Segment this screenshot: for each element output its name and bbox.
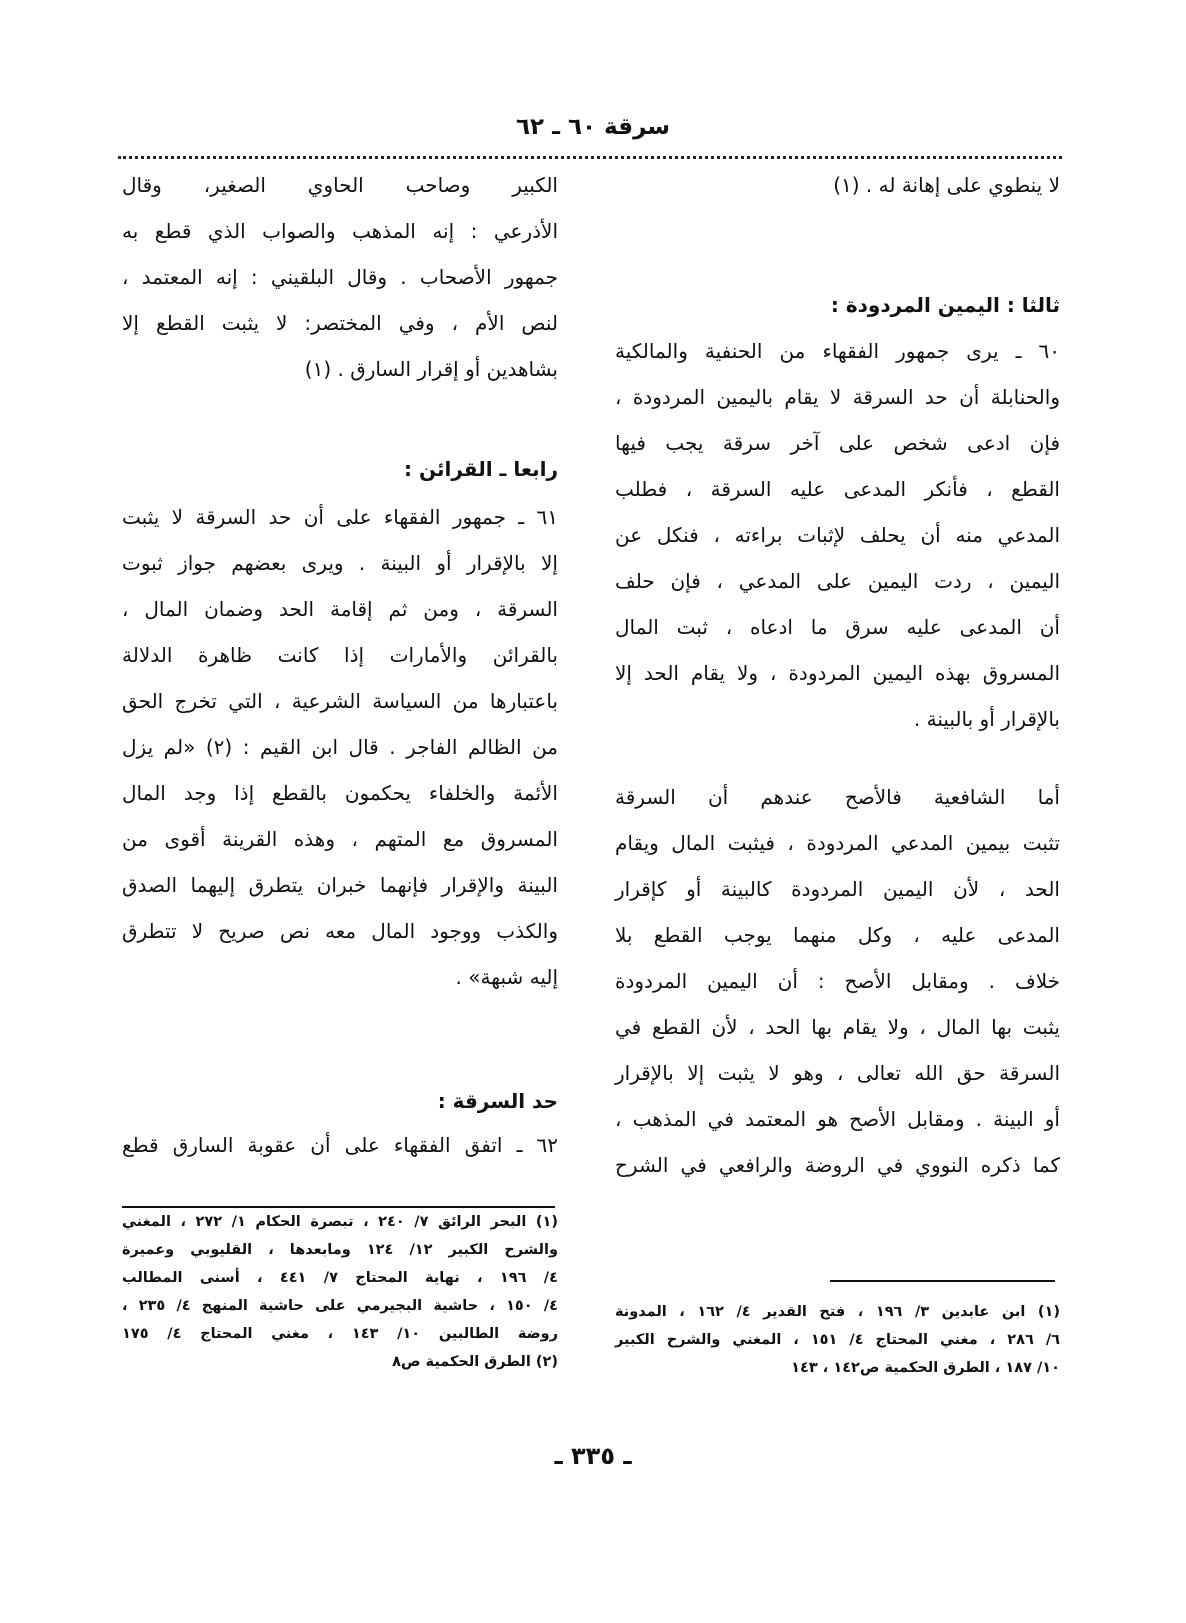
- text-line: والحنابلة أن حد السرقة لا يقام باليمين المردودة ،: [615, 385, 1060, 409]
- right-footnotes: [615, 1298, 1060, 1382]
- text-line: اليمين ، ردت اليمين على المدعي ، فإن حلف: [615, 569, 1060, 593]
- text-line: جمهور الأصحاب . وقال البلقيني : إنه المعتمد ،: [122, 265, 558, 289]
- text-line: (١) البحر الرائق ٧/ ٢٤٠ ، تبصرة الحكام ١/ ٢٧٢ ، المغني: [122, 1214, 558, 1230]
- text-line: ١٠/ ١٨٧ ، الطرق الحكمية ص١٤٢ ، ١٤٣: [791, 1360, 1060, 1376]
- text-line: أو البينة . ومقابل الأصح هو المعتمد في المذهب ،: [615, 1107, 1060, 1131]
- text-line: لا ينطوي على إهانة له . (١): [833, 173, 1060, 197]
- text-line: المدعى عليه ، وكل منهما يوجب القطع بلا: [615, 923, 1060, 947]
- text-line: الحد ، لأن اليمين المردودة كالبينة أو كإقرار: [615, 877, 1060, 901]
- text-line: بشاهدين أو إقرار السارق . (١): [304, 357, 558, 381]
- text-line: الأذرعي : إنه المذهب والصواب الذي قطع به: [122, 219, 558, 243]
- text-line: ٤/ ١٥٠ ، حاشية البجيرمي على حاشية المنهج ٤/ ٢٣٥ ،: [122, 1298, 558, 1314]
- text-line: تثبت بيمين المدعي المردودة ، فيثبت المال ويقام: [615, 831, 1060, 855]
- heading-hadd: [122, 1078, 558, 1124]
- text-line: أن المدعى عليه سرق ما ادعاه ، ثبت المال: [615, 615, 1060, 639]
- text-line: المدعي منه أن يحلف لإثبات براءته ، فنكل عن: [615, 523, 1060, 547]
- text-line: (٢) الطرق الحكمية ص٨: [392, 1354, 558, 1370]
- paragraph-shafii: [615, 774, 1060, 1188]
- text-line: (١) ابن عابدين ٣/ ١٩٦ ، فتح القدير ٤/ ١٦٢ ، المدونة: [615, 1304, 1060, 1320]
- text-line: كما ذكره النووي في الروضة والرافعي في الشرح: [615, 1153, 1060, 1177]
- page-number: ـ ٣٣٥ ـ: [554, 1442, 632, 1470]
- header-dotted-rule: [118, 156, 1062, 159]
- heading-third: [615, 282, 1060, 328]
- paragraph-61: [122, 494, 558, 1000]
- text-line: البينة والإقرار فإنهما خبران يتطرق إليهما الصدق: [122, 873, 558, 897]
- text-line: ٦٠ ـ يرى جمهور الفقهاء من الحنفية والمالكية: [615, 339, 1060, 363]
- text-line: المسروق بهذه اليمين المردودة ، ولا يقام الحد إلا: [615, 661, 1060, 685]
- paragraph-62: [122, 1122, 558, 1168]
- text-line: بالإقرار أو بالبينة .: [913, 707, 1060, 731]
- text-line: روضة الطالبين ١٠/ ١٤٣ ، مغني المحتاج ٤/ ١٧٥: [122, 1326, 558, 1342]
- text-line: بالقرائن والأمارات إذا كانت ظاهرة الدلالة: [122, 643, 558, 667]
- text-line: القطع ، فأنكر المدعى عليه السرقة ، فطلب: [615, 477, 1060, 501]
- text-line: إليه شبهة» .: [455, 965, 558, 989]
- text-line: الكبير وصاحب الحاوي الصغير، وقال: [122, 173, 558, 197]
- text-line: ٦/ ٢٨٦ ، مغني المحتاج ٤/ ١٥١ ، المغني والشرح الكبير: [615, 1332, 1060, 1348]
- text-line: الأئمة والخلفاء يحكمون بالقطع إذا وجد المال: [122, 781, 558, 805]
- text-line: فإن ادعى شخص على آخر سرقة يجب فيها: [615, 431, 1060, 455]
- text-line: المسروق مع المتهم ، وهذه القرينة أقوى من: [122, 827, 558, 851]
- text-line: والكذب ووجود المال معه نص صريح لا تتطرق: [122, 919, 558, 943]
- text-line: باعتبارها من السياسة الشرعية ، التي تخرج الحق: [122, 689, 558, 713]
- text-line: يثبت بها المال ، ولا يقام بها الحد ، لأن القطع في: [615, 1015, 1060, 1039]
- section-heading: حد السرقة :: [437, 1089, 558, 1113]
- text-line: والشرح الكبير ١٢/ ١٢٤ ومابعدها ، القليوبي وعميرة: [122, 1242, 558, 1258]
- section-heading: ثالثا : اليمين المردودة :: [830, 293, 1060, 317]
- footnote-rule: [830, 1280, 1055, 1282]
- text-line: ٦١ ـ جمهور الفقهاء على أن حد السرقة لا يثبت: [122, 505, 558, 529]
- text-line: السرقة حق الله تعالى ، وهو لا يثبت إلا بالإقرار: [615, 1061, 1060, 1085]
- heading-fourth: [122, 446, 558, 492]
- text-line: لنص الأم ، وفي المختصر: لا يثبت القطع إلا: [122, 311, 558, 335]
- text-line: من الظالم الفاجر . قال ابن القيم : (٢) «لم يزل: [122, 735, 558, 759]
- right-intro: [615, 162, 1060, 208]
- text-line: خلاف . ومقابل الأصح : أن اليمين المردودة: [615, 969, 1060, 993]
- paragraph-60: [615, 328, 1060, 742]
- left-continuation: [122, 162, 558, 392]
- text-line: ٤/ ١٩٦ ، نهاية المحتاج ٧/ ٤٤١ ، أسنى المطالب: [122, 1270, 558, 1286]
- section-heading: رابعا ـ القرائن :: [404, 457, 558, 481]
- left-footnotes: [122, 1208, 558, 1376]
- text-line: ٦٢ ـ اتفق الفقهاء على أن عقوبة السارق قطع: [122, 1133, 558, 1157]
- text-line: أما الشافعية فالأصح عندهم أن السرقة: [615, 785, 1060, 809]
- running-header: سرقة ٦٠ ـ ٦٢: [516, 114, 670, 140]
- text-line: إلا بالإقرار أو البينة . ويرى بعضهم جواز ثبوت: [122, 551, 558, 575]
- text-line: السرقة ، ومن ثم إقامة الحد وضمان المال ،: [122, 597, 558, 621]
